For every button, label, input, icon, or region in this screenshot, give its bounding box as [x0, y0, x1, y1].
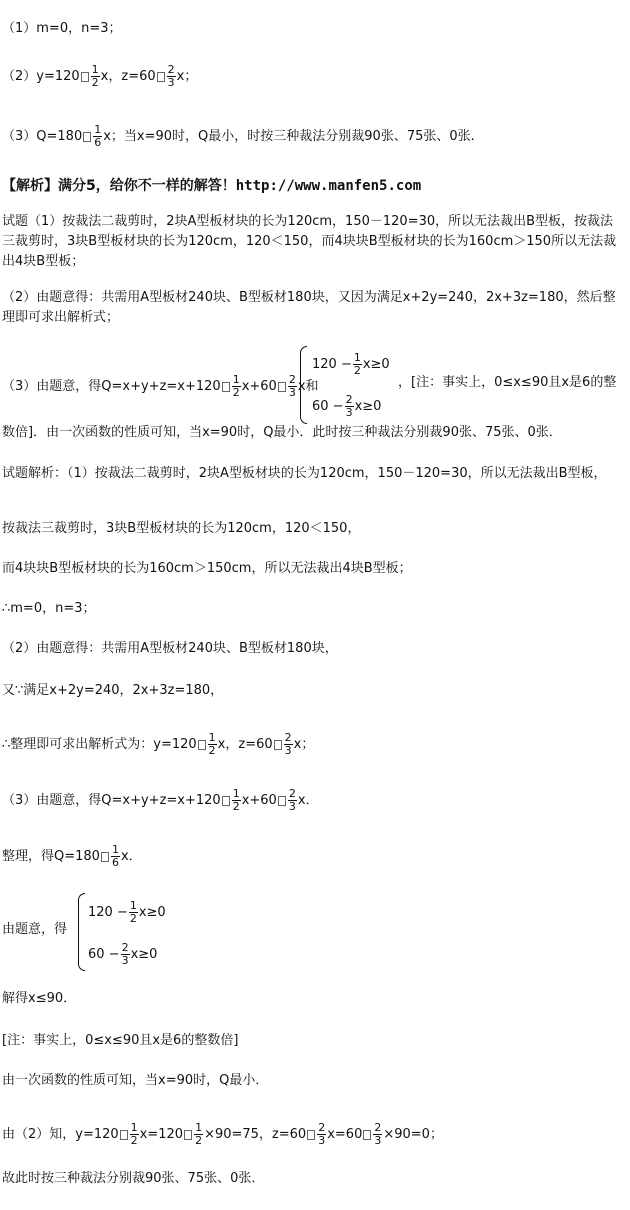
fraction-sixth: $\frac{1}{6}$ [111, 843, 119, 869]
solution-s6: 又∵满足x+2y=240，2x+3z=180， [2, 683, 224, 698]
fraction-half: $\frac{1}{2}$ [129, 899, 137, 925]
solution-s9-pre: 整理，得Q=180 [2, 849, 100, 864]
fraction-half: $\frac{1}{2}$ [208, 731, 216, 757]
analysis-header-text: 【解析】满分5，给你不一样的解答！ [2, 178, 236, 194]
solution-s9 [2, 844, 142, 869]
solution-s8-mid: x+60 [241, 793, 277, 808]
system-row-1-b: x≥0 [362, 357, 390, 372]
answer-3-end: x；当x=90时，Q最小，时按三种裁法分别裁90张、75张、0张. [103, 129, 475, 144]
system-brace [300, 346, 307, 424]
answer-1: （1）m=0，n=3； [2, 21, 122, 36]
solution-s15: 故此时按三种裁法分别裁90张、75张、0张． [2, 1171, 265, 1186]
minus-glyph-icon [278, 796, 286, 806]
solution-s8-end: x． [297, 793, 319, 808]
solution-s5: （2）由题意得：共需用A型板材240块、B型板材180块， [2, 641, 338, 656]
answer-3 [2, 124, 475, 149]
system-row-1 [312, 352, 390, 377]
solution-s12: [注：事实上，0≤x≤90且x是6的整数倍] [2, 1033, 239, 1048]
minus-glyph-icon [83, 132, 91, 142]
solution-s3: 而4块块B型板材块的长为160cm＞150cm，所以无法裁出4块B型板； [2, 561, 412, 576]
minus-glyph-icon [101, 852, 109, 862]
fraction-two-thirds: $\frac{2}{3}$ [288, 787, 296, 813]
fraction-half: $\frac{1}{2}$ [91, 63, 99, 89]
analysis-p1: 试题（1）按裁法二裁剪时，2块A型板材块的长为120cm，150－120=30，所以无法裁出B型板，按裁法三裁剪时，3块B型板材块的长为120cm，120＜150，而4块块B型板材块的长为160cm＞150所以无法裁出4块B型板； [2, 214, 617, 269]
system-row-2-b: x≥0 [354, 399, 382, 414]
analysis-p2: （2）由题意得：共需用A型板材240块、B型板材180块，又因为满足x+2y=240，2x+3z=180，然后整理即可求出解析式； [2, 290, 616, 325]
analysis-p3-line2: 数倍]．由一次函数的性质可知，当x=90时，Q最小．此时按三种裁法分别裁90张、75张、0张． [2, 425, 562, 440]
fraction-half: $\frac{1}{2}$ [195, 1121, 203, 1147]
fraction-sixth: $\frac{1}{6}$ [94, 123, 102, 149]
solution-system-row-2-a: 60 − [88, 947, 120, 962]
solution-s10: 由题意，得 [2, 922, 68, 937]
answer-3-pre: （3）Q=180 [2, 129, 83, 144]
system-brace [78, 893, 85, 971]
fraction-half: $\frac{1}{2}$ [130, 1121, 138, 1147]
analysis-header [2, 177, 421, 196]
solution-s14 [2, 1122, 443, 1147]
solution-system-row-1 [88, 900, 166, 925]
analysis-p3-mid: x+60 [241, 379, 277, 394]
fraction-half: $\frac{1}{2}$ [232, 787, 240, 813]
solution-s9-end: x． [120, 849, 142, 864]
analysis-url: http://www.manfen5.com [235, 178, 422, 194]
system-row-1-a: 120 − [312, 357, 352, 372]
solution-system-row-2-b: x≥0 [130, 947, 158, 962]
answer-2-mid: x，z=60 [100, 69, 156, 84]
minus-glyph-icon [184, 1130, 192, 1140]
solution-s8-pre: （3）由题意，得Q=x+y+z=x+120 [2, 793, 221, 808]
minus-glyph-icon [307, 1130, 315, 1140]
fraction-two-thirds: $\frac{2}{3}$ [288, 373, 296, 399]
solution-s14-pre: 由（2）知，y=120 [2, 1127, 119, 1142]
solution-s11: 解得x≤90． [2, 991, 77, 1006]
answer-2-end: x； [176, 69, 198, 84]
solution-s8 [2, 788, 319, 813]
minus-glyph-icon [198, 740, 206, 750]
system-row-2 [312, 394, 381, 419]
fraction-two-thirds: $\frac{2}{3}$ [318, 1121, 326, 1147]
minus-glyph-icon [222, 382, 230, 392]
analysis-p3 [2, 374, 319, 399]
solution-s4: ∴m=0，n=3； [2, 601, 96, 616]
solution-s14-c: x=60 [327, 1127, 363, 1142]
minus-glyph-icon [363, 1130, 371, 1140]
fraction-two-thirds: $\frac{2}{3}$ [167, 63, 175, 89]
fraction-two-thirds: $\frac{2}{3}$ [345, 393, 353, 419]
solution-s7-end: x； [293, 737, 315, 752]
minus-glyph-icon [157, 72, 165, 82]
fraction-two-thirds: $\frac{2}{3}$ [284, 731, 292, 757]
solution-s7 [2, 732, 314, 757]
solution-s14-d: ×90=0； [383, 1127, 443, 1142]
fraction-two-thirds: $\frac{2}{3}$ [121, 941, 129, 967]
answer-2 [2, 64, 197, 89]
solution-s14-a: x=120 [139, 1127, 184, 1142]
minus-glyph-icon [278, 382, 286, 392]
solution-s7-pre: ∴整理即可求出解析式为：y=120 [2, 737, 197, 752]
minus-glyph-icon [274, 740, 282, 750]
answer-2-pre: （2）y=120 [2, 69, 80, 84]
solution-s7-mid: x，z=60 [217, 737, 273, 752]
fraction-half: $\frac{1}{2}$ [232, 373, 240, 399]
solution-system-row-1-b: x≥0 [138, 905, 166, 920]
solution-system-row-1-a: 120 − [88, 905, 128, 920]
solution-s2: 按裁法三裁剪时，3块B型板材块的长为120cm，120＜150， [2, 521, 361, 536]
analysis-p3-and: x和 [297, 379, 319, 394]
analysis-p3-pre: （3）由题意，得Q=x+y+z=x+120 [2, 379, 221, 394]
solution-s14-b: ×90=75，z=60 [204, 1127, 307, 1142]
system-row-2-a: 60 − [312, 399, 344, 414]
minus-glyph-icon [120, 1130, 128, 1140]
solution-system-row-2 [88, 942, 157, 967]
fraction-half: $\frac{1}{2}$ [353, 351, 361, 377]
minus-glyph-icon [222, 796, 230, 806]
solution-s13: 由一次函数的性质可知，当x=90时，Q最小． [2, 1073, 269, 1088]
fraction-two-thirds: $\frac{2}{3}$ [374, 1121, 382, 1147]
solution-s1: 试题解析：（1）按裁法二裁剪时，2块A型板材块的长为120cm，150－120=30，所以无法裁出B型板， [2, 466, 607, 481]
minus-glyph-icon [81, 72, 89, 82]
analysis-p3-post: ，[注：事实上，0≤x≤90且x是6的整 [398, 375, 617, 390]
